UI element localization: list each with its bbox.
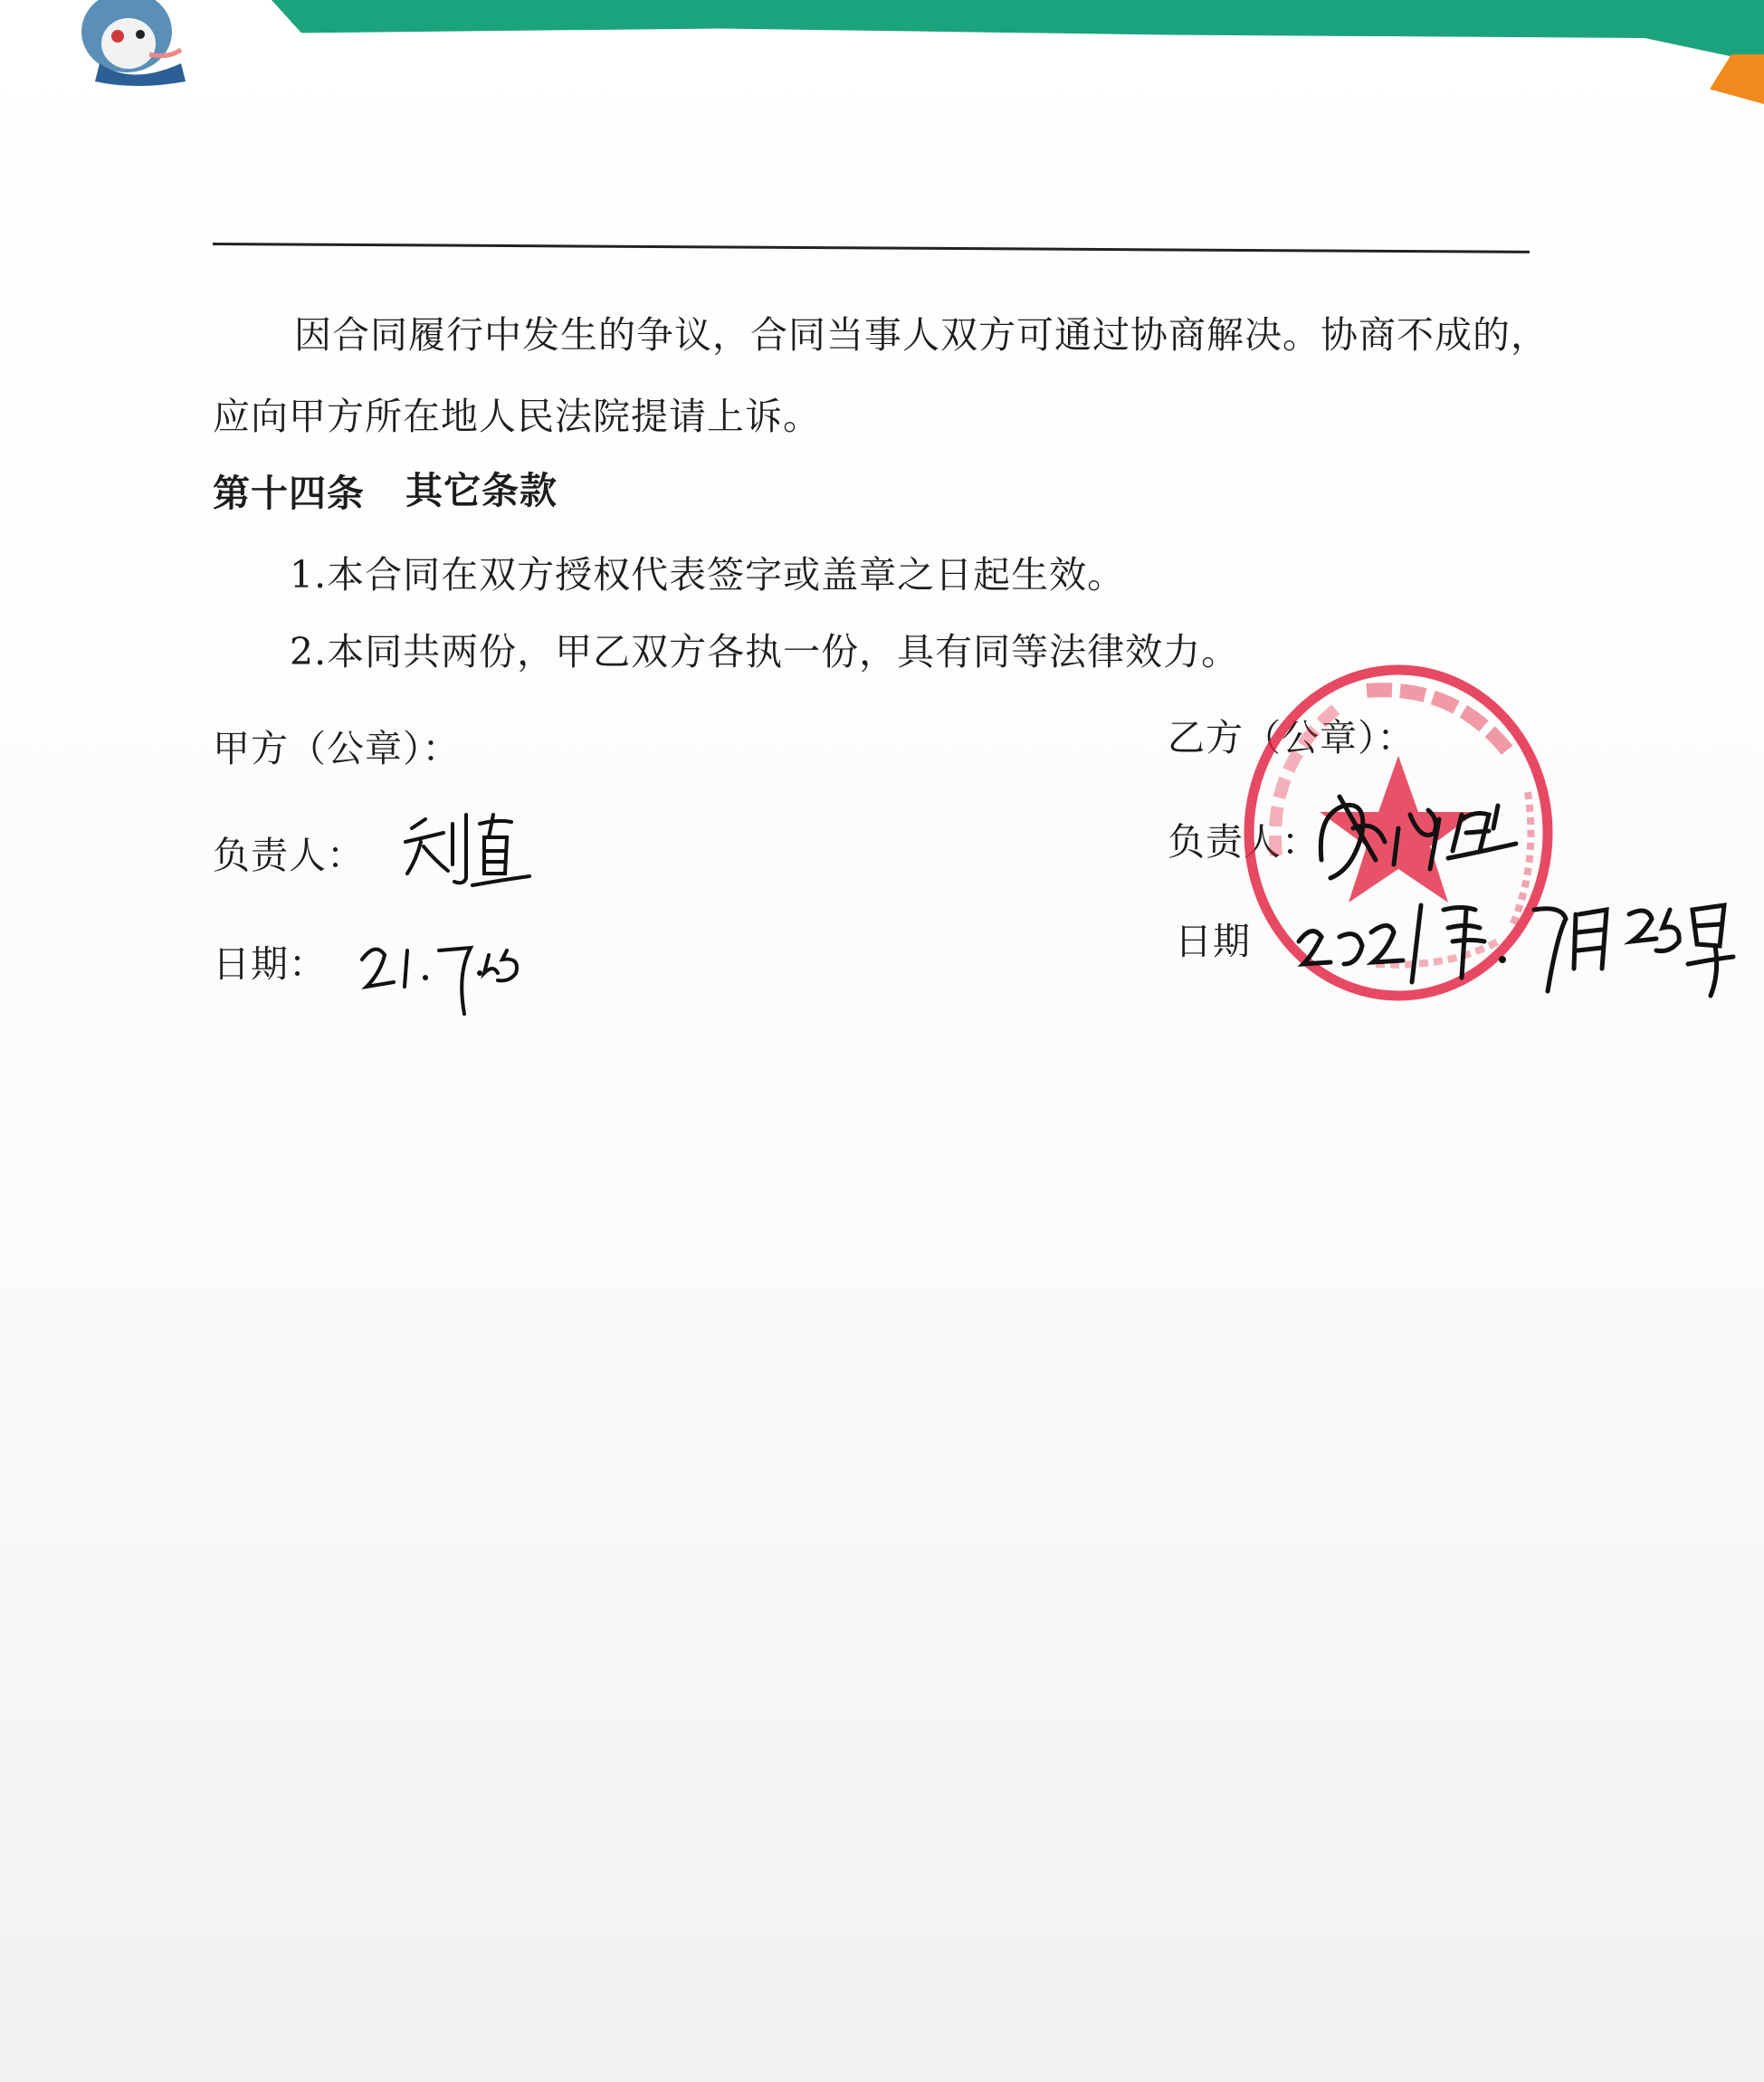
article-item-1: 1.本合同在双方授权代表签字或盖章之日起生效。 bbox=[290, 553, 1126, 597]
party-a-signature bbox=[398, 806, 534, 896]
party-b-person-label: 负责人： bbox=[1168, 820, 1320, 864]
dispute-clause-line2: 应向甲方所在地人民法院提请上诉。 bbox=[213, 395, 821, 438]
cartoon-mascot-icon bbox=[63, 0, 199, 86]
cover-edge-orange bbox=[1710, 54, 1764, 104]
article-heading-number: 第十四条 bbox=[213, 472, 365, 515]
party-b-signature bbox=[1312, 778, 1548, 896]
party-a-person-label: 负责人： bbox=[213, 834, 365, 877]
party-a-date-handwritten bbox=[358, 937, 548, 1018]
party-b-date-handwritten bbox=[1290, 892, 1742, 1000]
party-b-seal-label: 乙方（公章）： bbox=[1168, 716, 1416, 759]
dispute-clause-line1: 因合同履行中发生的争议，合同当事人双方可通过协商解决。协商不成的， bbox=[294, 313, 1549, 357]
party-a-date-label: 日期： bbox=[213, 942, 327, 986]
header-rule bbox=[213, 243, 1530, 253]
article-heading-title: 其它条款 bbox=[405, 469, 558, 512]
article-item-2: 2.本同共两份，甲乙双方各执一份，具有同等法律效力。 bbox=[290, 630, 1240, 673]
cover-edge-green bbox=[272, 0, 1764, 63]
party-a-seal-label: 甲方（公章）： bbox=[213, 727, 461, 770]
party-b-date-label: 日期 bbox=[1175, 920, 1251, 963]
